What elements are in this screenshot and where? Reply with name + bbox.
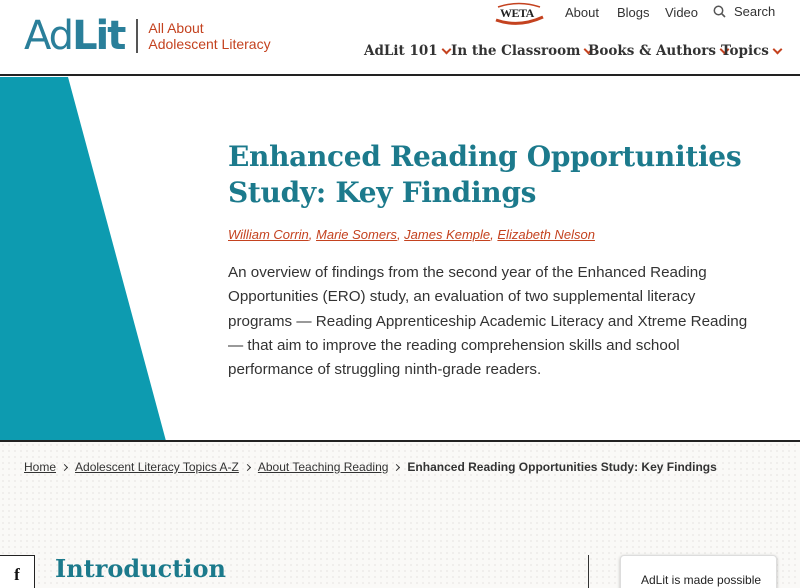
nav-books-authors-label: Books & Authors xyxy=(588,43,717,59)
search-button[interactable] xyxy=(713,4,775,19)
hero-decorative-shape xyxy=(0,77,170,441)
weta-logo[interactable]: WETA xyxy=(493,2,545,26)
nav-topics[interactable] xyxy=(721,43,781,59)
author-link[interactable]: Elizabeth Nelson xyxy=(497,227,595,242)
nav-topics-label: Topics xyxy=(721,43,769,59)
section-heading: Introduction xyxy=(55,554,226,583)
search-icon xyxy=(713,5,726,18)
nav-in-the-classroom-label: In the Classroom xyxy=(451,43,581,59)
breadcrumb-topics[interactable]: Adolescent Literacy Topics A-Z xyxy=(75,460,239,474)
author-link[interactable]: James Kemple xyxy=(404,227,491,242)
article-summary: An overview of findings from the second year of the Enhanced Reading Opportunities (ERO) study, an evaluation of two supplemental literacy programs — Reading Apprenticeship Academic Literacy and Xtreme Reading — that aim to improve the reading comprehension skills and school performance of struggling ninth-grade readers. xyxy=(228,264,748,379)
sponsor-text: AdLit is made possible xyxy=(641,573,762,587)
site-logo[interactable] xyxy=(24,13,271,59)
share-facebook-button[interactable] xyxy=(0,555,35,588)
nav-adlit-101[interactable] xyxy=(364,43,450,59)
article-authors: William Corrin, Marie Somers, James Kemple, Elizabeth Nelson xyxy=(228,227,595,242)
chevron-down-icon xyxy=(772,44,782,54)
breadcrumb-current: Enhanced Reading Opportunities Study: Key Findings xyxy=(407,460,717,474)
breadcrumb-home[interactable]: Home xyxy=(24,460,57,474)
site-header xyxy=(0,0,800,76)
breadcrumb-teaching-reading[interactable]: About Teaching Reading xyxy=(257,460,389,474)
author-link[interactable]: William Corrin xyxy=(228,227,309,242)
content-divider xyxy=(588,555,589,588)
sponsor-box xyxy=(620,555,777,588)
nav-adlit-101-label: AdLit 101 xyxy=(364,43,438,59)
chevron-down-icon xyxy=(441,44,451,54)
chevron-right-icon xyxy=(61,463,68,470)
logo-tagline: All About Adolescent Literacy xyxy=(148,20,271,52)
logo-wordmark: AdLit xyxy=(24,13,125,59)
nav-about[interactable]: About xyxy=(565,5,599,20)
nav-blogs[interactable]: Blogs xyxy=(617,5,650,20)
nav-video[interactable]: Video xyxy=(665,5,699,20)
author-link[interactable]: Marie Somers xyxy=(316,227,397,242)
facebook-icon: f xyxy=(14,565,20,584)
search-label: Search xyxy=(734,4,776,19)
article-title: Enhanced Reading Opportunities Study: Key Findings xyxy=(228,140,742,209)
logo-divider xyxy=(136,19,138,53)
chevron-right-icon xyxy=(244,463,251,470)
breadcrumb xyxy=(24,460,717,474)
nav-in-the-classroom[interactable] xyxy=(451,43,592,59)
article-hero xyxy=(0,77,800,441)
nav-books-authors[interactable] xyxy=(588,43,728,59)
chevron-right-icon xyxy=(393,463,400,470)
